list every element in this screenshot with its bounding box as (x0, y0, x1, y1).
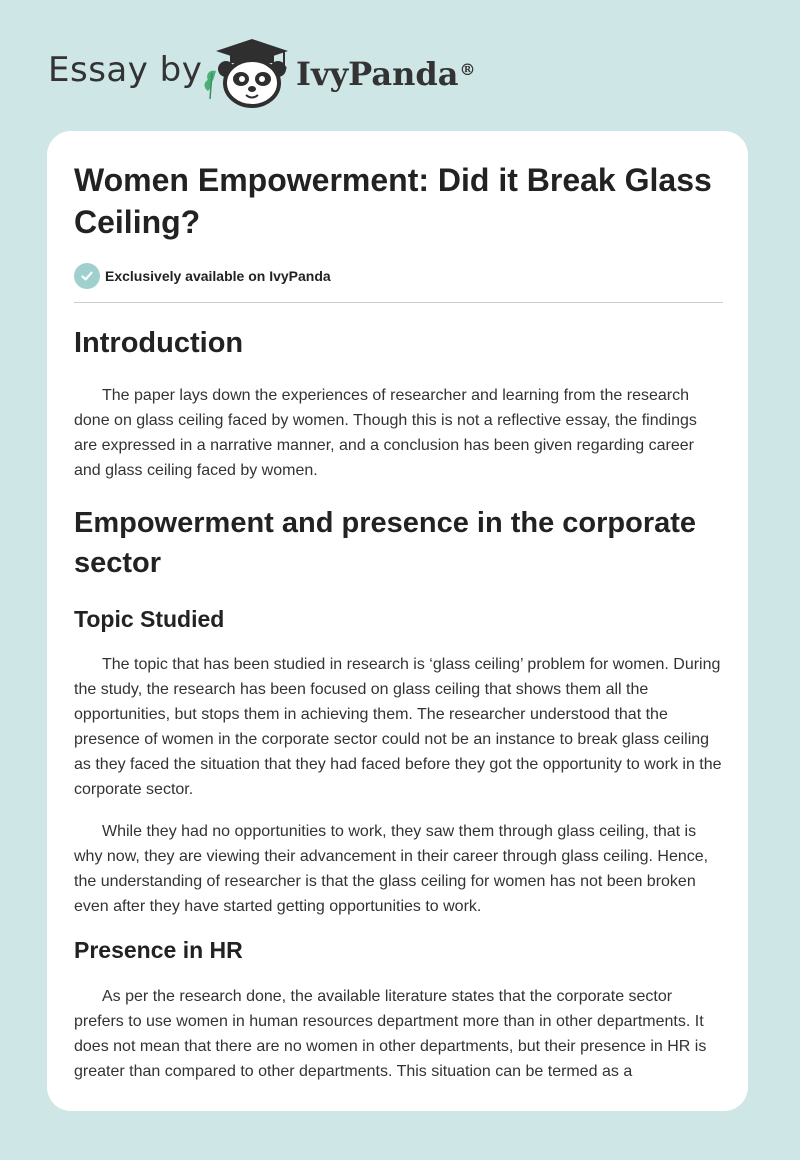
registered-mark: ® (459, 60, 476, 79)
check-icon (74, 263, 100, 289)
paragraph-introduction: The paper lays down the experiences of researcher and learning from the research done on glass ceiling faced by women. Though this is not a reflective essay, the findings are expressed in a narrative manner, and a conclusion has been given regarding career and glass ceiling faced by women. (74, 387, 697, 479)
section-heading-empowerment: Empowerment and presence in the corporate sector (74, 507, 697, 579)
section-heading-introduction: Introduction (74, 327, 244, 359)
subheading-topic-studied: Topic Studied (74, 606, 225, 632)
paragraph-topic-studied-1: The topic that has been studied in research is ‘glass ceiling’ problem for women. During the study, the research has been focused on glass ceiling that shows them all the opportunities, but stops them in achieving them. The researcher understood that the presence of women in the corporate sector could not be an instance to break glass ceiling as they faced the situation that they had faced before they got the opportunity to work in the corporate sector. (74, 656, 722, 798)
brand-name[interactable] (296, 52, 474, 96)
brand-prefix: Essay by (48, 50, 203, 90)
exclusive-badge (74, 262, 724, 290)
panda-logo-icon[interactable] (200, 33, 292, 109)
paragraph-presence-in-hr: As per the research done, the available literature states that the corporate sector prefers to use women in human resources department more than in other departments. It does not mean that there are no women in other departments, but their presence in HR is greater than compared to other departments. This situation can be termed as a (74, 988, 707, 1080)
page-title: Women Empowerment: Did it Break Glass Ceiling? (74, 162, 712, 240)
exclusive-badge-label: Exclusively available on IvyPanda (105, 268, 331, 284)
title-divider (74, 302, 723, 303)
brand-name-text: IvyPanda (296, 55, 459, 93)
site-header (0, 0, 800, 130)
subheading-presence-in-hr: Presence in HR (74, 937, 243, 963)
essay-content (74, 159, 724, 1084)
paragraph-topic-studied-2: While they had no opportunities to work, they saw them through glass ceiling, that is why now, they are viewing their advancement in their career through glass ceiling. Hence, the understanding of researcher is that the glass ceiling for women has not been broken even after they have started getting opportunities to work. (74, 823, 709, 915)
essay-card (47, 131, 748, 1111)
